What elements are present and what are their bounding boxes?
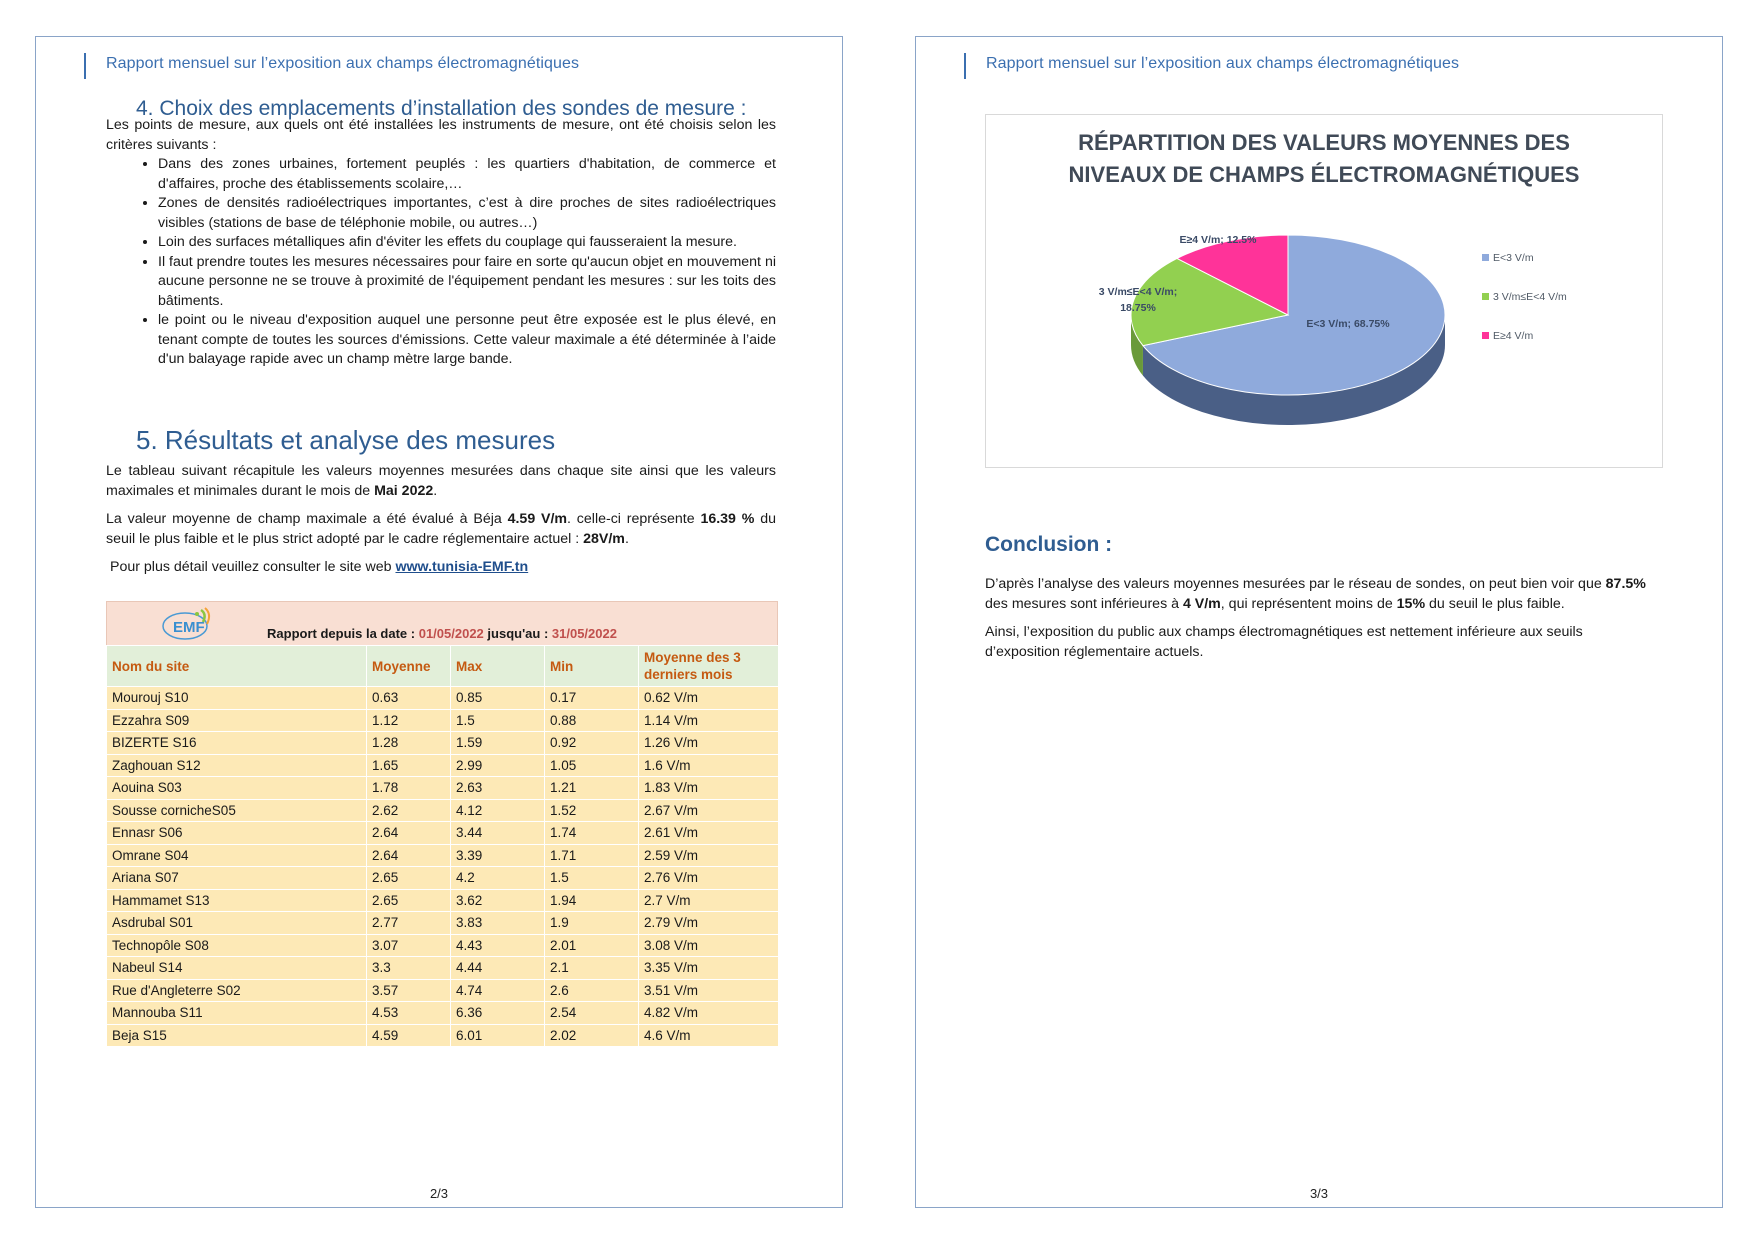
max-cell: 4.44 bbox=[451, 957, 545, 980]
section-5-para-3 bbox=[106, 558, 776, 578]
text-run: des mesures sont inférieures à bbox=[985, 595, 1183, 612]
pie-chart-area bbox=[985, 114, 1663, 468]
legend-entry: E≥4 V/m bbox=[1493, 330, 1534, 342]
table-row bbox=[107, 889, 779, 912]
section-5-para-2 bbox=[106, 510, 776, 549]
pie-chart bbox=[986, 115, 1662, 467]
max-cell: 2.63 bbox=[451, 777, 545, 800]
date-to: 31/05/2022 bbox=[551, 626, 617, 641]
average-cell: 1.28 bbox=[367, 732, 451, 755]
column-header: Nom du site bbox=[107, 646, 367, 687]
avg-3-months-cell: 4.6 V/m bbox=[639, 1024, 779, 1047]
legend-swatch bbox=[1482, 332, 1489, 339]
text-run: Le tableau suivant récapitule les valeurs moyennes mesurées dans chaque site ainsi que les valeurs maximales et minimales durant le mois de bbox=[106, 463, 776, 499]
text-run: Rapport depuis la date : bbox=[267, 626, 419, 641]
legend-swatch bbox=[1482, 254, 1489, 261]
text-run: du seuil le plus faible et le plus strict adopté par le cadre réglementaire actuel : bbox=[106, 511, 776, 547]
column-header: Max bbox=[451, 646, 545, 687]
threshold-value: 28V/m bbox=[583, 530, 625, 547]
site-name-cell: Nabeul S14 bbox=[107, 957, 367, 980]
table-row bbox=[107, 934, 779, 957]
section-4-body bbox=[106, 116, 776, 370]
table-header-row bbox=[107, 646, 779, 687]
min-cell: 1.94 bbox=[545, 889, 639, 912]
average-cell: 1.65 bbox=[367, 754, 451, 777]
criteria-item: • Il faut prendre toutes les mesures nécessaires pour faire en sorte qu'aucun objet en mouvement ni aucune personne ne se trouve à proximité de l'équipement pendant les mesures : sur les toits des bâtiments. bbox=[158, 253, 776, 312]
avg-3-months-cell: 2.7 V/m bbox=[639, 889, 779, 912]
min-cell: 2.02 bbox=[545, 1024, 639, 1047]
max-cell: 4.2 bbox=[451, 867, 545, 890]
date-from: 01/05/2022 bbox=[418, 626, 484, 641]
min-cell: 2.6 bbox=[545, 979, 639, 1002]
chart-title-line-1: RÉPARTITION DES VALEURS MOYENNES DES bbox=[1078, 130, 1570, 155]
column-header: Moyenne des 3 derniers mois bbox=[639, 646, 779, 687]
text-run: Pour plus détail veuillez consulter le site web bbox=[110, 559, 396, 575]
measurements-table-block bbox=[106, 601, 778, 1047]
site-name-cell: Omrane S04 bbox=[107, 844, 367, 867]
conclusion-title: Conclusion : bbox=[985, 533, 1113, 556]
text-run: du seuil le plus faible. bbox=[1425, 595, 1565, 612]
conclusion-body bbox=[985, 575, 1657, 671]
legend-entry: 3 V/m≤E<4 V/m bbox=[1493, 291, 1567, 303]
avg-3-months-cell: 3.35 V/m bbox=[639, 957, 779, 980]
min-cell: 2.54 bbox=[545, 1002, 639, 1025]
table-row bbox=[107, 867, 779, 890]
min-cell: 2.1 bbox=[545, 957, 639, 980]
min-cell: 1.74 bbox=[545, 822, 639, 845]
min-cell: 0.17 bbox=[545, 687, 639, 710]
min-cell: 1.52 bbox=[545, 799, 639, 822]
table-row bbox=[107, 754, 779, 777]
min-cell: 0.92 bbox=[545, 732, 639, 755]
pie-data-label: E<3 V/m; 68.75% bbox=[1306, 318, 1390, 330]
page-number: 2/3 bbox=[429, 1186, 449, 1201]
max-cell: 3.39 bbox=[451, 844, 545, 867]
avg-3-months-cell: 3.08 V/m bbox=[639, 934, 779, 957]
max-cell: 1.5 bbox=[451, 709, 545, 732]
section-4-title: 4. Choix des emplacements d’installation des sondes de mesure : bbox=[136, 97, 747, 120]
column-header: Min bbox=[545, 646, 639, 687]
legend-swatch bbox=[1482, 293, 1489, 300]
max-cell: 4.12 bbox=[451, 799, 545, 822]
text-run: D’après l’analyse des valeurs moyennes mesurées par le réseau de sondes, on peut bien voir que bbox=[985, 576, 1606, 592]
min-cell: 1.05 bbox=[545, 754, 639, 777]
site-name-cell: Beja S15 bbox=[107, 1024, 367, 1047]
section-5-body bbox=[106, 462, 776, 578]
table-row bbox=[107, 912, 779, 935]
site-name-cell: Asdrubal S01 bbox=[107, 912, 367, 935]
max-cell: 6.01 bbox=[451, 1024, 545, 1047]
limit-value: 4 V/m bbox=[1182, 595, 1221, 612]
percent-value: 15% bbox=[1396, 595, 1426, 612]
site-name-cell: Mourouj S10 bbox=[107, 687, 367, 710]
criteria-item: • Loin des surfaces métalliques afin d'éviter les effets du couplage qui fausseraient la mesure. bbox=[158, 233, 776, 253]
site-name-cell: Ezzahra S09 bbox=[107, 709, 367, 732]
table-report-header bbox=[106, 601, 778, 645]
avg-3-months-cell: 1.6 V/m bbox=[639, 754, 779, 777]
page-number: 3/3 bbox=[1309, 1186, 1329, 1201]
average-cell: 0.63 bbox=[367, 687, 451, 710]
avg-3-months-cell: 1.83 V/m bbox=[639, 777, 779, 800]
avg-3-months-cell: 4.82 V/m bbox=[639, 1002, 779, 1025]
average-cell: 3.3 bbox=[367, 957, 451, 980]
table-row bbox=[107, 687, 779, 710]
average-cell: 2.65 bbox=[367, 889, 451, 912]
max-cell: 4.43 bbox=[451, 934, 545, 957]
min-cell: 1.71 bbox=[545, 844, 639, 867]
site-name-cell: Zaghouan S12 bbox=[107, 754, 367, 777]
legend-entry: E<3 V/m bbox=[1493, 252, 1534, 264]
table-row bbox=[107, 957, 779, 980]
max-cell: 2.99 bbox=[451, 754, 545, 777]
page-2 bbox=[35, 36, 843, 1208]
table-row bbox=[107, 709, 779, 732]
text-run: . celle-ci représente bbox=[567, 511, 701, 527]
website-link[interactable]: www.tunisia-EMF.tn bbox=[395, 559, 529, 575]
conclusion-para-2: Ainsi, l’exposition du public aux champs électromagnétiques est nettement inférieure aux seuils d’exposition réglementaire actuels. bbox=[985, 624, 1583, 660]
avg-3-months-cell: 2.76 V/m bbox=[639, 867, 779, 890]
min-cell: 2.01 bbox=[545, 934, 639, 957]
min-cell: 1.9 bbox=[545, 912, 639, 935]
min-cell: 0.88 bbox=[545, 709, 639, 732]
text-run: . bbox=[433, 482, 438, 499]
average-cell: 2.62 bbox=[367, 799, 451, 822]
site-name-cell: Rue d'Angleterre S02 bbox=[107, 979, 367, 1002]
header-accent-bar bbox=[964, 53, 966, 79]
table-row bbox=[107, 1024, 779, 1047]
avg-3-months-cell: 2.79 V/m bbox=[639, 912, 779, 935]
page-header: Rapport mensuel sur l’exposition aux champs électromagnétiques bbox=[106, 55, 580, 72]
section-5-para-1 bbox=[106, 462, 776, 501]
avg-3-months-cell: 0.62 V/m bbox=[639, 687, 779, 710]
table-body bbox=[107, 687, 779, 1047]
section-4-intro: Les points de mesure, aux quels ont été installées les instruments de mesure, ont été choisis selon les critères suivants : bbox=[106, 117, 776, 153]
max-cell: 3.44 bbox=[451, 822, 545, 845]
average-cell: 1.12 bbox=[367, 709, 451, 732]
section-5-title: 5. Résultats et analyse des mesures bbox=[136, 425, 556, 455]
percent-value: 16.39 % bbox=[700, 511, 755, 527]
table-row bbox=[107, 844, 779, 867]
column-header: Moyenne bbox=[367, 646, 451, 687]
average-cell: 4.53 bbox=[367, 1002, 451, 1025]
site-name-cell: BIZERTE S16 bbox=[107, 732, 367, 755]
site-name-cell: Ennasr S06 bbox=[107, 822, 367, 845]
avg-3-months-cell: 3.51 V/m bbox=[639, 979, 779, 1002]
max-cell: 3.83 bbox=[451, 912, 545, 935]
avg-3-months-cell: 2.59 V/m bbox=[639, 844, 779, 867]
site-name-cell: Mannouba S11 bbox=[107, 1002, 367, 1025]
max-cell: 1.59 bbox=[451, 732, 545, 755]
table-row bbox=[107, 732, 779, 755]
average-cell: 3.57 bbox=[367, 979, 451, 1002]
min-cell: 1.5 bbox=[545, 867, 639, 890]
table-row bbox=[107, 822, 779, 845]
avg-3-months-cell: 1.14 V/m bbox=[639, 709, 779, 732]
text-run: , qui représentent moins de bbox=[1220, 595, 1397, 612]
max-cell: 6.36 bbox=[451, 1002, 545, 1025]
measurements-table bbox=[106, 645, 779, 1047]
average-cell: 2.77 bbox=[367, 912, 451, 935]
table-row bbox=[107, 1002, 779, 1025]
max-cell: 0.85 bbox=[451, 687, 545, 710]
avg-3-months-cell: 2.61 V/m bbox=[639, 822, 779, 845]
site-name-cell: Aouina S03 bbox=[107, 777, 367, 800]
criteria-item: • Dans des zones urbaines, fortement peuplés : les quartiers d'habitation, de commerce et d'affaires, proche des établissements scolaire,… bbox=[158, 155, 776, 194]
page-3 bbox=[915, 36, 1723, 1208]
svg-text:EMF: EMF bbox=[173, 619, 205, 636]
avg-3-months-cell: 1.26 V/m bbox=[639, 732, 779, 755]
chart-title-line-2: NIVEAUX DE CHAMPS ÉLECTROMAGNÉTIQUES bbox=[1068, 162, 1580, 187]
average-cell: 4.59 bbox=[367, 1024, 451, 1047]
conclusion-para-1 bbox=[985, 575, 1657, 614]
site-name-cell: Ariana S07 bbox=[107, 867, 367, 890]
average-cell: 2.65 bbox=[367, 867, 451, 890]
criteria-item: • Zones de densités radioélectriques importantes, c’est à dire proches de sites radioélectriques visibles (stations de base de téléphonie mobile, ou autres…) bbox=[158, 194, 776, 233]
average-cell: 2.64 bbox=[367, 822, 451, 845]
table-row bbox=[107, 979, 779, 1002]
header-accent-bar bbox=[84, 53, 86, 79]
share-value: 87.5% bbox=[1605, 576, 1646, 592]
site-name-cell: Technopôle S08 bbox=[107, 934, 367, 957]
pie-data-label: 3 V/m≤E<4 V/m; 18.75% bbox=[1098, 286, 1178, 314]
page-header: Rapport mensuel sur l’exposition aux champs électromagnétiques bbox=[986, 55, 1460, 72]
max-value: 4.59 V/m bbox=[507, 511, 568, 527]
table-row bbox=[107, 777, 779, 800]
average-cell: 3.07 bbox=[367, 934, 451, 957]
text-run: . bbox=[624, 530, 629, 547]
criteria-list bbox=[106, 155, 776, 370]
text-run: jusqu'au : bbox=[483, 626, 552, 641]
max-cell: 3.62 bbox=[451, 889, 545, 912]
criteria-item: • le point ou le niveau d'exposition auquel une personne peut être exposée est le plus élevé, en tenant compte de toutes les sources d'émissions. Cette valeur maximale a été déterminée à l’aide d'un balayage rapide avec un champ mètre large bande. bbox=[158, 311, 776, 370]
text-run: La valeur moyenne de champ maximale a été évalué à Béja bbox=[106, 511, 508, 527]
table-row bbox=[107, 799, 779, 822]
min-cell: 1.21 bbox=[545, 777, 639, 800]
avg-3-months-cell: 2.67 V/m bbox=[639, 799, 779, 822]
site-name-cell: Hammamet S13 bbox=[107, 889, 367, 912]
site-name-cell: Sousse cornicheS05 bbox=[107, 799, 367, 822]
average-cell: 2.64 bbox=[367, 844, 451, 867]
max-cell: 4.74 bbox=[451, 979, 545, 1002]
pie-data-label: E≥4 V/m; 12.5% bbox=[1179, 234, 1257, 246]
average-cell: 1.78 bbox=[367, 777, 451, 800]
month-label: Mai 2022 bbox=[374, 482, 434, 499]
report-date-range bbox=[107, 626, 777, 641]
